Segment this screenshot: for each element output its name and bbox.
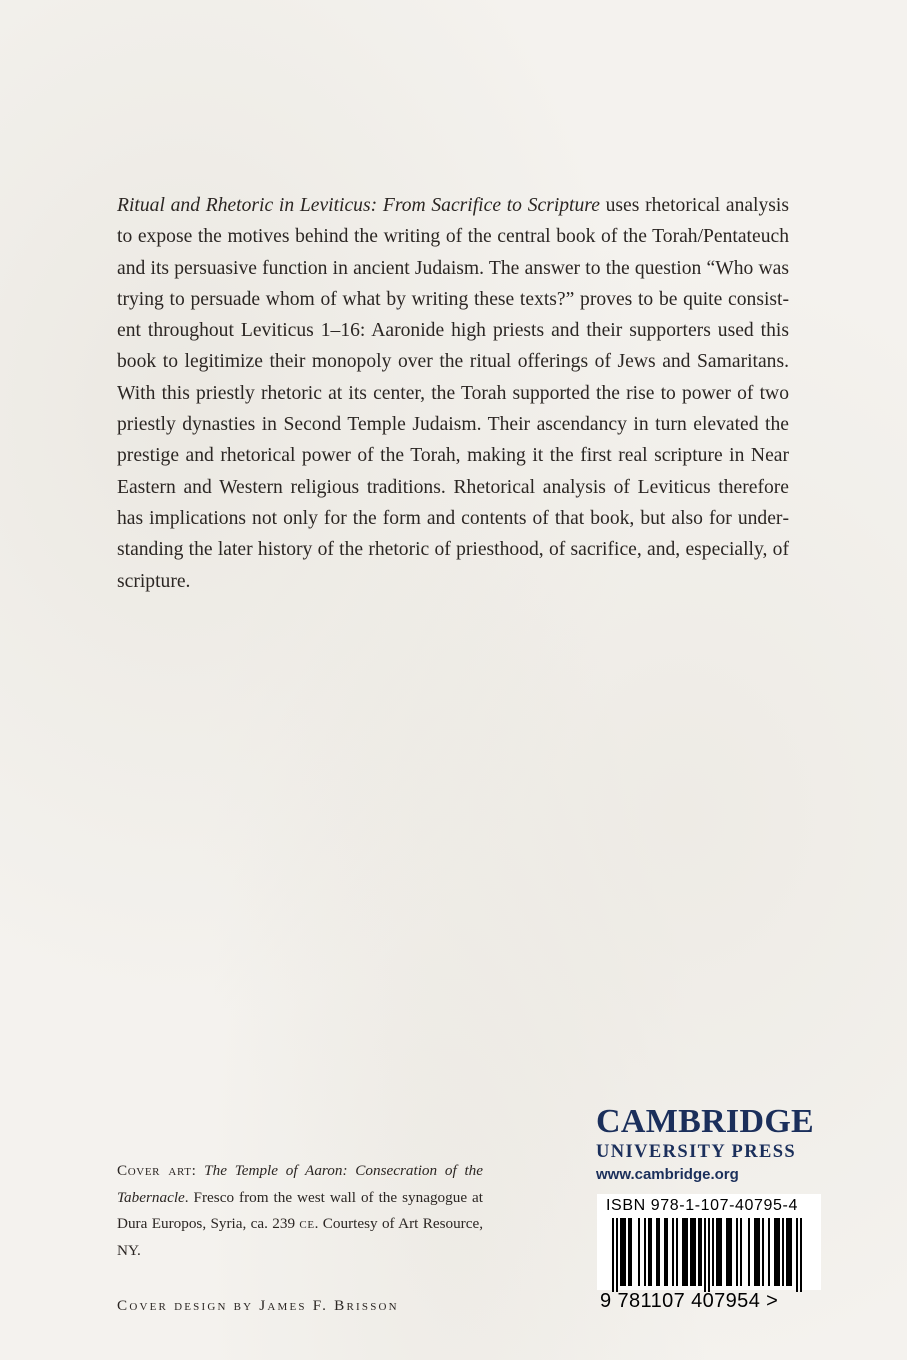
barcode-bar bbox=[700, 1218, 702, 1286]
barcode-bar bbox=[622, 1218, 624, 1286]
barcode-bar bbox=[768, 1218, 770, 1286]
barcode-bar bbox=[720, 1218, 722, 1286]
barcode-bar bbox=[776, 1218, 778, 1286]
publisher-url: www.cambridge.org bbox=[596, 1166, 739, 1183]
barcode-bar bbox=[698, 1218, 700, 1286]
barcode-bar bbox=[778, 1218, 780, 1286]
barcode-bar bbox=[756, 1218, 758, 1286]
back-cover-blurb bbox=[117, 190, 789, 597]
barcode-bar bbox=[658, 1218, 660, 1286]
barcode-bar bbox=[796, 1218, 798, 1292]
barcode-bar bbox=[728, 1218, 730, 1286]
cover-design-credit: Cover design by James F. Brisson bbox=[117, 1297, 399, 1314]
barcode-bar bbox=[740, 1218, 742, 1286]
barcode-bar bbox=[712, 1218, 714, 1286]
barcode-icon bbox=[597, 1218, 821, 1292]
barcode-bar bbox=[692, 1218, 694, 1286]
barcode-bar bbox=[664, 1218, 666, 1286]
barcode-bar bbox=[612, 1218, 614, 1292]
barcode-bar bbox=[672, 1218, 674, 1286]
barcode-bar bbox=[726, 1218, 728, 1286]
barcode-bar bbox=[648, 1218, 650, 1286]
barcode-bar bbox=[716, 1218, 718, 1286]
barcode-bar bbox=[748, 1218, 750, 1286]
cover-art-label: Cover art: bbox=[117, 1162, 197, 1179]
publisher-name: CAMBRIDGE bbox=[596, 1103, 815, 1140]
barcode-bar bbox=[782, 1218, 784, 1286]
barcode-bar bbox=[690, 1218, 692, 1286]
barcode-bar bbox=[704, 1218, 706, 1292]
barcode-bar bbox=[682, 1218, 684, 1286]
barcode-bar bbox=[694, 1218, 696, 1286]
barcode-bar bbox=[800, 1218, 802, 1292]
book-title: Ritual and Rhetoric in Leviticus: From Sacrifice to Scripture bbox=[117, 195, 600, 216]
barcode-bar bbox=[628, 1218, 630, 1286]
barcode-bar bbox=[650, 1218, 652, 1286]
cover-art-credit bbox=[117, 1158, 483, 1264]
barcode-bar bbox=[774, 1218, 776, 1286]
artwork-title: The Temple of Aaron: Consecration of the Tabernacle bbox=[117, 1162, 483, 1206]
barcode-bar bbox=[676, 1218, 678, 1286]
barcode-bar bbox=[620, 1218, 622, 1286]
barcode-bar bbox=[616, 1218, 618, 1292]
artwork-description-1: . Fresco from the west wall of the synagogue at Dura Europos, Syria, ca. 239 bbox=[117, 1188, 483, 1232]
artwork-description-2: . Courtesy of Art Resource, NY. bbox=[117, 1215, 484, 1259]
barcode-bar bbox=[736, 1218, 738, 1286]
isbn-label: ISBN 978-1-107-40795-4 bbox=[606, 1197, 798, 1214]
barcode-digits: 9 781107 407954 > bbox=[600, 1290, 779, 1312]
barcode-bar bbox=[684, 1218, 686, 1286]
barcode-bar bbox=[686, 1218, 688, 1286]
barcode-bar bbox=[788, 1218, 790, 1286]
barcode-bar bbox=[730, 1218, 732, 1286]
barcode-bar bbox=[718, 1218, 720, 1286]
barcode-bar bbox=[758, 1218, 760, 1286]
barcode-bar bbox=[624, 1218, 626, 1286]
barcode-bar bbox=[666, 1218, 668, 1286]
barcode-bar bbox=[786, 1218, 788, 1286]
publisher-logo bbox=[596, 1104, 826, 1185]
barcode-bar bbox=[790, 1218, 792, 1286]
blurb-body: uses rhetorical analysis to expose the motives behind the writing of the central book of the Torah/Pentateuch and its persuasive function in ancient Judaism. The answer to the question “Who was trying to persuade whom of what by writing these texts?” proves to be quite consistent throughout Leviticus 1–16: Aaronide high priests and their supporters used this book to legitimize their monopoly over the ritual offerings of Jews and Samaritans. With this priestly rhetoric at its center, the Torah supported the rise to power of two priestly dynasties in Second Temple Judaism. Their ascendancy in turn elevated the prestige and rhetorical power of the Torah, making it the first real scripture in Near Eastern and Western religious traditions. Rhetorical analysis of Leviticus therefore has implications not only for the form and contents of that book, but also for understanding the later history of the rhetoric of priesthood, of sacrifice, and, especially, of scripture. bbox=[117, 195, 789, 592]
barcode-bar bbox=[708, 1218, 710, 1292]
barcode-bar bbox=[630, 1218, 632, 1286]
barcode-bar bbox=[656, 1218, 658, 1286]
barcode-bar bbox=[644, 1218, 646, 1286]
era-abbreviation: ce bbox=[299, 1215, 315, 1232]
barcode-bar bbox=[638, 1218, 640, 1286]
barcode-bar bbox=[762, 1218, 764, 1286]
barcode-bar bbox=[754, 1218, 756, 1286]
publisher-subname: UNIVERSITY PRESS bbox=[596, 1142, 797, 1162]
